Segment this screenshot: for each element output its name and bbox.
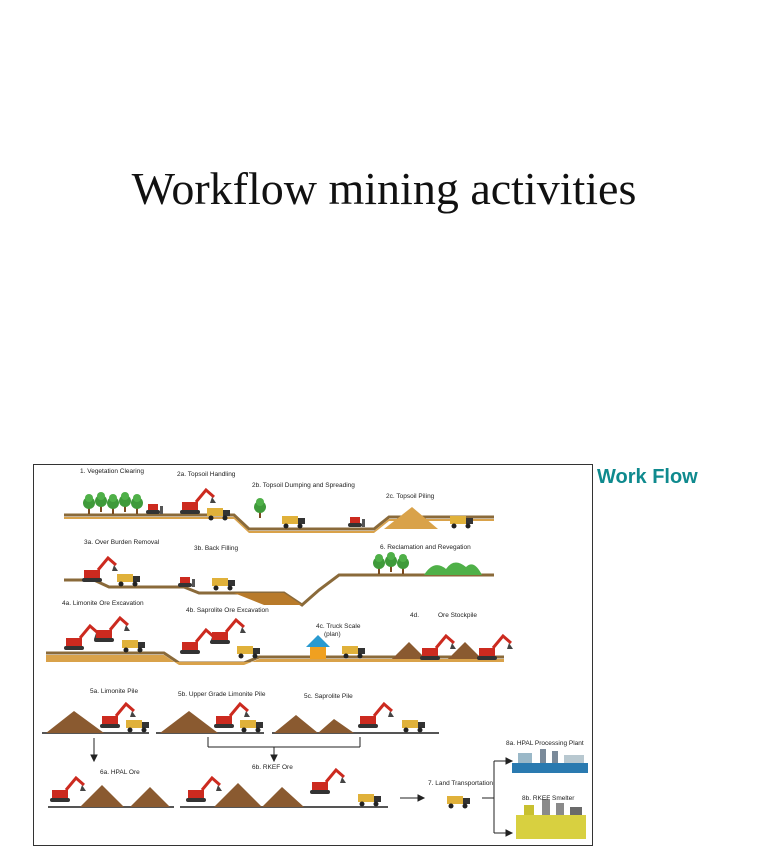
label-topsoil-piling: 2c. Topsoil Piling <box>386 493 435 500</box>
label-limonite-excavation: 4a. Limonite Ore Excavation <box>62 600 144 607</box>
label-land-transportation: 7. Land Transportation <box>428 780 494 787</box>
truck-icon <box>402 720 425 733</box>
hpal-plant-icon <box>512 749 588 773</box>
label-hpal-ore: 6a. HPAL Ore <box>100 769 140 776</box>
label-over-burden-removal: 3a. Over Burden Removal <box>84 539 160 546</box>
label-back-filling: 3b. Back Filling <box>194 545 239 552</box>
flow-branch <box>482 758 512 836</box>
truck-icon <box>447 796 470 809</box>
hpal-ore-pile <box>130 787 170 807</box>
truck-icon <box>240 720 263 733</box>
label-vegetation-clearing: 1. Vegetation Clearing <box>80 468 144 475</box>
label-4d: 4d. <box>410 612 420 619</box>
dozer-icon <box>348 517 365 527</box>
limonite-pile <box>46 711 104 733</box>
saprolite-pile <box>274 715 354 733</box>
work-flow-label: Work Flow <box>597 466 698 488</box>
flow-connector <box>91 737 360 761</box>
label-topsoil-handling: 2a. Topsoil Handling <box>177 471 236 478</box>
label-truck-scale: 4c. Truck Scale <box>316 623 361 630</box>
mining-workflow-diagram <box>33 464 593 846</box>
excavator-icon <box>186 778 222 802</box>
dozer-icon <box>178 577 195 587</box>
truck-icon <box>237 646 260 659</box>
label-rkef-smelter: 8b. RKEF Smelter <box>522 795 575 802</box>
label-ore-stockpile: Ore Stockpile <box>438 612 478 619</box>
dozer-icon <box>146 504 163 514</box>
rkef-smelter-icon <box>516 799 586 839</box>
hpal-ore-pile <box>80 785 124 807</box>
slide-title: Workflow mining activities <box>131 163 637 214</box>
truck-scale-house-icon <box>306 635 330 659</box>
label-saprolite-pile: 5c. Saprolite Pile <box>304 693 353 700</box>
truck-icon <box>126 720 149 733</box>
label-rkef-ore: 6b. RKEF Ore <box>252 764 293 771</box>
tree-icon <box>373 552 409 574</box>
label-reclamation: 6. Reclamation and Revegation <box>380 544 471 551</box>
truck-icon <box>212 578 235 591</box>
excavator-icon <box>82 558 118 582</box>
flow-arrow <box>400 795 424 801</box>
ore-stockpile <box>448 642 482 659</box>
truck-icon <box>117 574 140 587</box>
truck-icon <box>358 794 381 807</box>
label-saprolite-excavation: 4b. Saprolite Ore Excavation <box>186 607 269 614</box>
label-limonite-pile: 5a. Limonite Pile <box>90 688 139 695</box>
excavator-icon <box>94 618 130 642</box>
truck-icon <box>122 640 145 653</box>
excavator-icon <box>64 626 100 650</box>
upper-grade-limonite-pile <box>160 711 218 733</box>
rkef-ore-pile <box>214 783 304 807</box>
excavator-icon <box>210 620 246 644</box>
label-hpal-processing-plant: 8a. HPAL Processing Plant <box>506 740 584 747</box>
label-truck-scale-plan: (plan) <box>324 631 341 638</box>
truck-icon <box>282 516 305 529</box>
label-topsoil-dumping: 2b. Topsoil Dumping and Spreading <box>252 482 355 489</box>
excavator-icon <box>477 636 513 660</box>
revegetation-bushes <box>424 562 482 575</box>
label-upper-grade-limonite-pile: 5b. Upper Grade Limonite Pile <box>178 691 266 698</box>
excavator-icon <box>358 704 394 728</box>
excavator-icon <box>50 778 86 802</box>
excavator-icon <box>310 770 346 794</box>
